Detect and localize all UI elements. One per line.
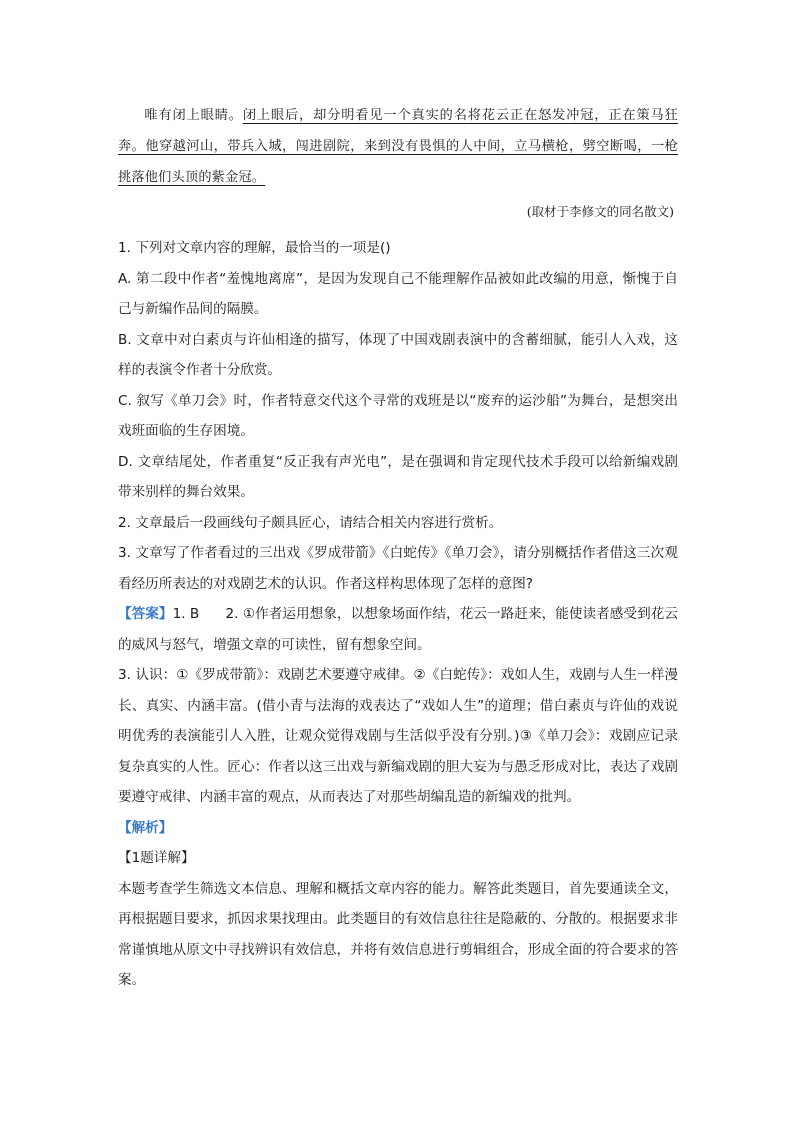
question-1-option-d: D. 文章结尾处，作者重复“反正我有声光电”，是在强调和肯定现代技术手段可以给新编戏剧带来别样的舞台效果。 — [118, 453, 678, 500]
excerpt-passage — [118, 100, 678, 225]
answer-2: 2. ①作者运用想象，以想象场面作结，花云一路赶来，能使读者感受到花云的威风与怒气，增强文章的可读性，留有想象空间。 — [118, 606, 678, 653]
excerpt-intro: 唯有闭上眼睛。 — [144, 108, 243, 123]
analysis-subheading: 【1题详解】 — [118, 850, 195, 866]
questions-section — [118, 233, 678, 996]
analysis-text: 本题考查学生筛选文本信息、理解和概括文章内容的能力。解答此类题目，首先要通读全文，再根据题目要求，抓因求果找理由。此类题目的有效信息往往是隐蔽的、分散的。根据要求非常谨慎地从原文中寻找辨识有效信息，并将有效信息进行剪辑组合，形成全面的符合要求的答案。 — [118, 880, 678, 988]
question-2-stem: 2. 文章最后一段画线句子颇具匠心，请结合相关内容进行赏析。 — [118, 514, 503, 531]
question-1-option-a: A. 第二段中作者“羞愧地离席”，是因为发现自己不能理解作品被如此改编的用意，惭愧于自己与新编作品间的隔膜。 — [118, 270, 678, 317]
question-1-option-c: C. 叙写《单刀会》时，作者特意交代这个寻常的戏班是以“废弃的运沙船”为舞台，是想突出戏班面临的生存困境。 — [118, 392, 678, 439]
underlined-sentence: 闭上眼后，却分明看见一个真实的名将花云正在怒发冲冠，正在策马狂奔。他穿越河山，带兵入城，闯进剧院，来到没有畏惧的人中间，立马横枪，劈空断喝，一枪挑落他们头顶的紫金冠。 — [118, 108, 678, 185]
question-3-stem: 3. 文章写了作者看过的三出戏《罗成带箭》《白蛇传》《单刀会》，请分别概括作者借这三次观看经历所表达的对戏剧艺术的认识。作者这样构思体现了怎样的意图? — [118, 545, 678, 592]
question-1-stem: 1. 下列对文章内容的理解，最恰当的一项是() — [118, 240, 391, 256]
source-note: (取材于李修文的同名散文) — [526, 204, 674, 219]
answer-line — [118, 599, 678, 660]
question-1-option-b: B. 文章中对白素贞与许仙相逢的描写，体现了中国戏剧表演中的含蓄细腻，能引人入戏，这样的表演令作者十分欣赏。 — [118, 331, 678, 378]
analysis-tag: 【解析】 — [118, 819, 173, 836]
answer-tag: 【答案】 — [118, 606, 173, 622]
answer-1: 1. B — [172, 606, 200, 622]
analysis-heading — [118, 813, 678, 844]
answer-3: 3. 认识：①《罗成带箭》：戏剧艺术要遵守戒律。②《白蛇传》：戏如人生，戏剧与人生一样漫长、真实、内涵丰富。(借小青与法海的戏表达了“戏如人生”的道理；借白素贞与许仙的戏说明优秀的表演能引人入胜，让观众觉得戏剧与生活似乎没有分别。)③《单刀会》：戏剧应记录复杂真实的人性。匠心：作者以这三出戏与新编戏剧的胆大妄为与愚乏形成对比，表达了戏剧要遵守戒律、内涵丰富的观点，从而表达了对那些胡编乱造的新编戏的批判。 — [118, 667, 678, 805]
excerpt-paragraph — [118, 100, 678, 193]
document-page — [118, 100, 678, 996]
